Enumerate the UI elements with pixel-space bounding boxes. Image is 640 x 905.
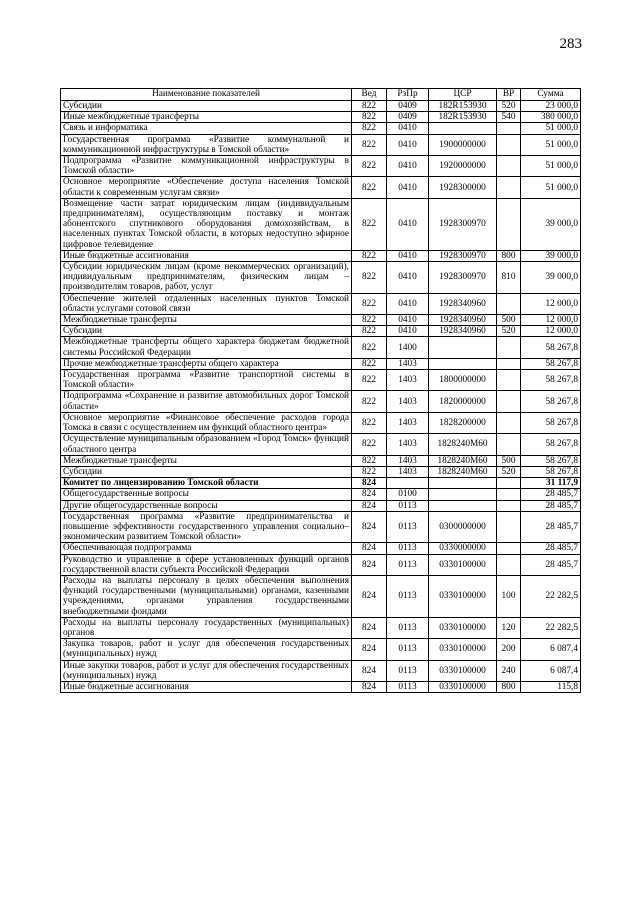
row-rzpr: 0410: [387, 262, 429, 294]
table-body: [61, 101, 581, 693]
row-name: Иные закупки товаров, работ и услуг для обеспечения государственных (муниципальных) нужд: [61, 660, 352, 681]
row-ved: 822: [352, 455, 387, 466]
row-rzpr: 0113: [387, 617, 429, 638]
row-ved: 822: [352, 101, 387, 112]
row-name: Государственная программа «Развитие транспортной системы в Томской области»: [61, 370, 352, 391]
row-ved: 824: [352, 554, 387, 575]
row-rzpr: 0113: [387, 575, 429, 617]
row-sum: 12 000,0: [521, 315, 581, 326]
row-sum: 39 000,0: [521, 262, 581, 294]
row-name: Другие общегосударственные вопросы: [61, 500, 352, 511]
row-ved: 822: [352, 293, 387, 314]
row-rzpr: 0113: [387, 543, 429, 554]
row-csr: 1928300970: [429, 250, 497, 261]
row-sum: 12 000,0: [521, 326, 581, 337]
row-csr: 1928340960: [429, 315, 497, 326]
row-name: Возмещение части затрат юридическим лицам (индивидуальным предпринимателям), осуществляющим поставку и монтаж абонентского спутникового оборудования домохозяйствам, в населенных пунктах Томской области, в которых недоступно эфирное цифровое телевидение: [61, 198, 352, 250]
row-vr: [497, 412, 521, 433]
row-name: Межбюджетные трансферты: [61, 455, 352, 466]
table-row: [61, 315, 581, 326]
row-vr: [497, 177, 521, 198]
row-rzpr: 1403: [387, 412, 429, 433]
table-row: [61, 391, 581, 412]
row-name: Иные межбюджетные трансферты: [61, 112, 352, 123]
row-csr: 0330100000: [429, 554, 497, 575]
row-vr: 520: [497, 326, 521, 337]
table-row: [61, 478, 581, 489]
row-name: Основное мероприятие «Финансовое обеспечение расходов города Томска в связи с осуществлением им функций областного центра»: [61, 412, 352, 433]
row-rzpr: 0409: [387, 101, 429, 112]
row-ved: 822: [352, 134, 387, 155]
row-csr: [429, 478, 497, 489]
budget-table: [60, 88, 581, 693]
row-vr: [497, 337, 521, 358]
row-rzpr: 0410: [387, 293, 429, 314]
row-ved: 824: [352, 500, 387, 511]
row-sum: 58 267,8: [521, 466, 581, 477]
row-sum: 39 000,0: [521, 198, 581, 250]
table-row: [61, 500, 581, 511]
row-ved: 822: [352, 112, 387, 123]
row-ved: 822: [352, 358, 387, 369]
row-vr: 520: [497, 466, 521, 477]
row-rzpr: 0100: [387, 489, 429, 500]
row-rzpr: 0410: [387, 315, 429, 326]
row-rzpr: 0113: [387, 639, 429, 660]
header-vr: ВР: [497, 89, 521, 101]
header-rzpr: РзПр: [387, 89, 429, 101]
row-rzpr: 1403: [387, 434, 429, 455]
row-name: Субсидии юридическим лицам (кроме некоммерческих организаций), индивидуальным предпринимателям, физическим лицам – производителям товаров, работ, услуг: [61, 262, 352, 294]
row-name: Межбюджетные трансферты общего характера бюджетам бюджетной системы Российской Федерации: [61, 337, 352, 358]
row-vr: 810: [497, 262, 521, 294]
row-vr: [497, 554, 521, 575]
row-vr: 500: [497, 315, 521, 326]
row-sum: 28 485,7: [521, 554, 581, 575]
row-vr: 100: [497, 575, 521, 617]
row-name: Закупка товаров, работ и услуг для обеспечения государственных (муниципальных) нужд: [61, 639, 352, 660]
row-sum: 39 000,0: [521, 250, 581, 261]
row-sum: 58 267,8: [521, 434, 581, 455]
row-csr: [429, 337, 497, 358]
row-vr: [497, 358, 521, 369]
row-ved: 822: [352, 198, 387, 250]
row-sum: 58 267,8: [521, 337, 581, 358]
row-ved: 822: [352, 370, 387, 391]
row-csr: 1800000000: [429, 370, 497, 391]
table-row: [61, 543, 581, 554]
table-row: [61, 156, 581, 177]
row-name: Субсидии: [61, 326, 352, 337]
row-name: Руководство и управление в сфере установленных функций органов государственной власти субъекта Российской Федерации: [61, 554, 352, 575]
row-rzpr: [387, 478, 429, 489]
row-ved: 824: [352, 543, 387, 554]
row-rzpr: 1403: [387, 455, 429, 466]
row-rzpr: 0113: [387, 660, 429, 681]
row-csr: 1928340960: [429, 293, 497, 314]
row-ved: 824: [352, 681, 387, 692]
row-ved: 822: [352, 434, 387, 455]
row-ved: 824: [352, 511, 387, 543]
row-vr: [497, 489, 521, 500]
page-number: 283: [559, 36, 582, 52]
row-csr: 182R153930: [429, 112, 497, 123]
row-ved: 822: [352, 156, 387, 177]
table-row: [61, 511, 581, 543]
row-csr: 1928300000: [429, 177, 497, 198]
row-ved: 822: [352, 315, 387, 326]
row-csr: 0330100000: [429, 617, 497, 638]
row-vr: [497, 478, 521, 489]
table-row: [61, 434, 581, 455]
row-rzpr: 1400: [387, 337, 429, 358]
table-row: [61, 198, 581, 250]
row-rzpr: 0410: [387, 198, 429, 250]
row-sum: 23 000,0: [521, 101, 581, 112]
row-vr: [497, 511, 521, 543]
table-row: [61, 617, 581, 638]
row-sum: 6 087,4: [521, 660, 581, 681]
row-rzpr: 1403: [387, 370, 429, 391]
row-csr: [429, 358, 497, 369]
table-row: [61, 262, 581, 294]
row-ved: 824: [352, 617, 387, 638]
row-ved: 822: [352, 123, 387, 134]
row-vr: [497, 391, 521, 412]
row-name: Осуществление муниципальным образованием «Город Томск» функций областного центра: [61, 434, 352, 455]
row-ved: 822: [352, 262, 387, 294]
row-csr: 0330000000: [429, 543, 497, 554]
row-name: Государственная программа «Развитие коммунальной и коммуникационной инфраструктуры в Томской области»: [61, 134, 352, 155]
row-csr: 1828240М60: [429, 434, 497, 455]
row-rzpr: 0113: [387, 500, 429, 511]
row-rzpr: 0410: [387, 134, 429, 155]
row-csr: 0330100000: [429, 575, 497, 617]
row-sum: 28 485,7: [521, 489, 581, 500]
header-sum: Сумма: [521, 89, 581, 101]
table-row: [61, 134, 581, 155]
row-rzpr: 0410: [387, 156, 429, 177]
row-vr: [497, 500, 521, 511]
row-rzpr: 0113: [387, 554, 429, 575]
row-ved: 822: [352, 326, 387, 337]
row-csr: [429, 489, 497, 500]
table-row: [61, 123, 581, 134]
row-csr: [429, 123, 497, 134]
row-ved: 822: [352, 250, 387, 261]
row-name: Обеспечение жителей отдаленных населенных пунктов Томской области услугами сотовой связи: [61, 293, 352, 314]
row-vr: [497, 134, 521, 155]
row-name: Комитет по лицензированию Томской области: [61, 478, 352, 489]
row-csr: 0330100000: [429, 681, 497, 692]
row-sum: 6 087,4: [521, 639, 581, 660]
row-name: Основное мероприятие «Обеспечение доступа населения Томской области к современным услугам связи»: [61, 177, 352, 198]
row-csr: 1828240М60: [429, 455, 497, 466]
row-csr: 0300000000: [429, 511, 497, 543]
row-sum: 58 267,8: [521, 370, 581, 391]
row-sum: 12 000,0: [521, 293, 581, 314]
table-row: [61, 101, 581, 112]
row-name: Иные бюджетные ассигнования: [61, 250, 352, 261]
row-vr: 200: [497, 639, 521, 660]
table-row: [61, 370, 581, 391]
row-csr: 1820000000: [429, 391, 497, 412]
row-vr: [497, 198, 521, 250]
table-row: [61, 412, 581, 433]
table-row: [61, 660, 581, 681]
row-sum: 58 267,8: [521, 358, 581, 369]
row-rzpr: 0410: [387, 123, 429, 134]
row-name: Расходы на выплаты персоналу государственных (муниципальных) органов: [61, 617, 352, 638]
table-row: [61, 455, 581, 466]
row-sum: 115,8: [521, 681, 581, 692]
row-ved: 822: [352, 337, 387, 358]
header-ved: Вед: [352, 89, 387, 101]
row-sum: 28 485,7: [521, 543, 581, 554]
table-row: [61, 575, 581, 617]
row-ved: 824: [352, 478, 387, 489]
table-row: [61, 466, 581, 477]
table-row: [61, 358, 581, 369]
header-csr: ЦСР: [429, 89, 497, 101]
row-vr: [497, 123, 521, 134]
row-vr: [497, 434, 521, 455]
row-sum: 51 000,0: [521, 123, 581, 134]
row-vr: 520: [497, 101, 521, 112]
row-name: Межбюджетные трансферты: [61, 315, 352, 326]
row-csr: 1828200000: [429, 412, 497, 433]
row-csr: 1928300970: [429, 262, 497, 294]
row-vr: 240: [497, 660, 521, 681]
table-row: [61, 326, 581, 337]
row-csr: [429, 500, 497, 511]
row-rzpr: 1403: [387, 466, 429, 477]
table-row: [61, 293, 581, 314]
row-name: Обеспечивающая подпрограмма: [61, 543, 352, 554]
row-name: Связь и информатика: [61, 123, 352, 134]
row-sum: 58 267,8: [521, 412, 581, 433]
row-sum: 51 000,0: [521, 156, 581, 177]
row-vr: [497, 293, 521, 314]
header-name: Наименование показателей: [61, 89, 352, 101]
row-sum: 28 485,7: [521, 511, 581, 543]
row-ved: 822: [352, 412, 387, 433]
row-csr: 1928340960: [429, 326, 497, 337]
row-sum: 22 282,5: [521, 575, 581, 617]
row-name: Прочие межбюджетные трансферты общего характера: [61, 358, 352, 369]
row-rzpr: 1403: [387, 358, 429, 369]
row-name: Подпрограмма «Сохранение и развитие автомобильных дорог Томской области»: [61, 391, 352, 412]
row-rzpr: 1403: [387, 391, 429, 412]
table-row: [61, 681, 581, 692]
row-name: Расходы на выплаты персоналу в целях обеспечения выполнения функций государственными (муниципальными) органами, казенными учреждениями, органами управления государственными внебюджетными фондами: [61, 575, 352, 617]
row-ved: 824: [352, 639, 387, 660]
row-ved: 824: [352, 660, 387, 681]
row-ved: 822: [352, 177, 387, 198]
row-sum: 58 267,8: [521, 391, 581, 412]
row-rzpr: 0409: [387, 112, 429, 123]
row-csr: 0330100000: [429, 660, 497, 681]
row-ved: 824: [352, 489, 387, 500]
table-row: [61, 489, 581, 500]
row-vr: 540: [497, 112, 521, 123]
row-csr: 1920000000: [429, 156, 497, 177]
row-vr: [497, 543, 521, 554]
row-rzpr: 0410: [387, 326, 429, 337]
row-name: Общегосударственные вопросы: [61, 489, 352, 500]
row-rzpr: 0113: [387, 511, 429, 543]
table-row: [61, 337, 581, 358]
row-vr: 800: [497, 250, 521, 261]
row-sum: 31 117,9: [521, 478, 581, 489]
row-vr: [497, 370, 521, 391]
row-vr: 120: [497, 617, 521, 638]
row-sum: 51 000,0: [521, 177, 581, 198]
row-vr: 800: [497, 681, 521, 692]
row-sum: 22 282,5: [521, 617, 581, 638]
row-sum: 28 485,7: [521, 500, 581, 511]
row-ved: 824: [352, 575, 387, 617]
row-sum: 51 000,0: [521, 134, 581, 155]
row-name: Иные бюджетные ассигнования: [61, 681, 352, 692]
row-csr: 1928300970: [429, 198, 497, 250]
row-ved: 822: [352, 391, 387, 412]
row-csr: 1828240М60: [429, 466, 497, 477]
table-row: [61, 639, 581, 660]
row-sum: 380 000,0: [521, 112, 581, 123]
row-rzpr: 0410: [387, 177, 429, 198]
table-header-row: [61, 89, 581, 101]
table-row: [61, 112, 581, 123]
table-row: [61, 177, 581, 198]
row-name: Субсидии: [61, 466, 352, 477]
row-vr: [497, 156, 521, 177]
row-csr: 182R153930: [429, 101, 497, 112]
table-row: [61, 554, 581, 575]
row-csr: 1900000000: [429, 134, 497, 155]
row-csr: 0330100000: [429, 639, 497, 660]
row-name: Субсидии: [61, 101, 352, 112]
row-vr: 500: [497, 455, 521, 466]
row-rzpr: 0113: [387, 681, 429, 692]
row-name: Государственная программа «Развитие предпринимательства и повышение эффективности государственного управления социально–экономическим развитием Томской области»: [61, 511, 352, 543]
row-ved: 822: [352, 466, 387, 477]
row-name: Подпрограмма «Развитие коммуникационной инфраструктуры в Томской области»: [61, 156, 352, 177]
table-row: [61, 250, 581, 261]
row-sum: 58 267,8: [521, 455, 581, 466]
row-rzpr: 0410: [387, 250, 429, 261]
